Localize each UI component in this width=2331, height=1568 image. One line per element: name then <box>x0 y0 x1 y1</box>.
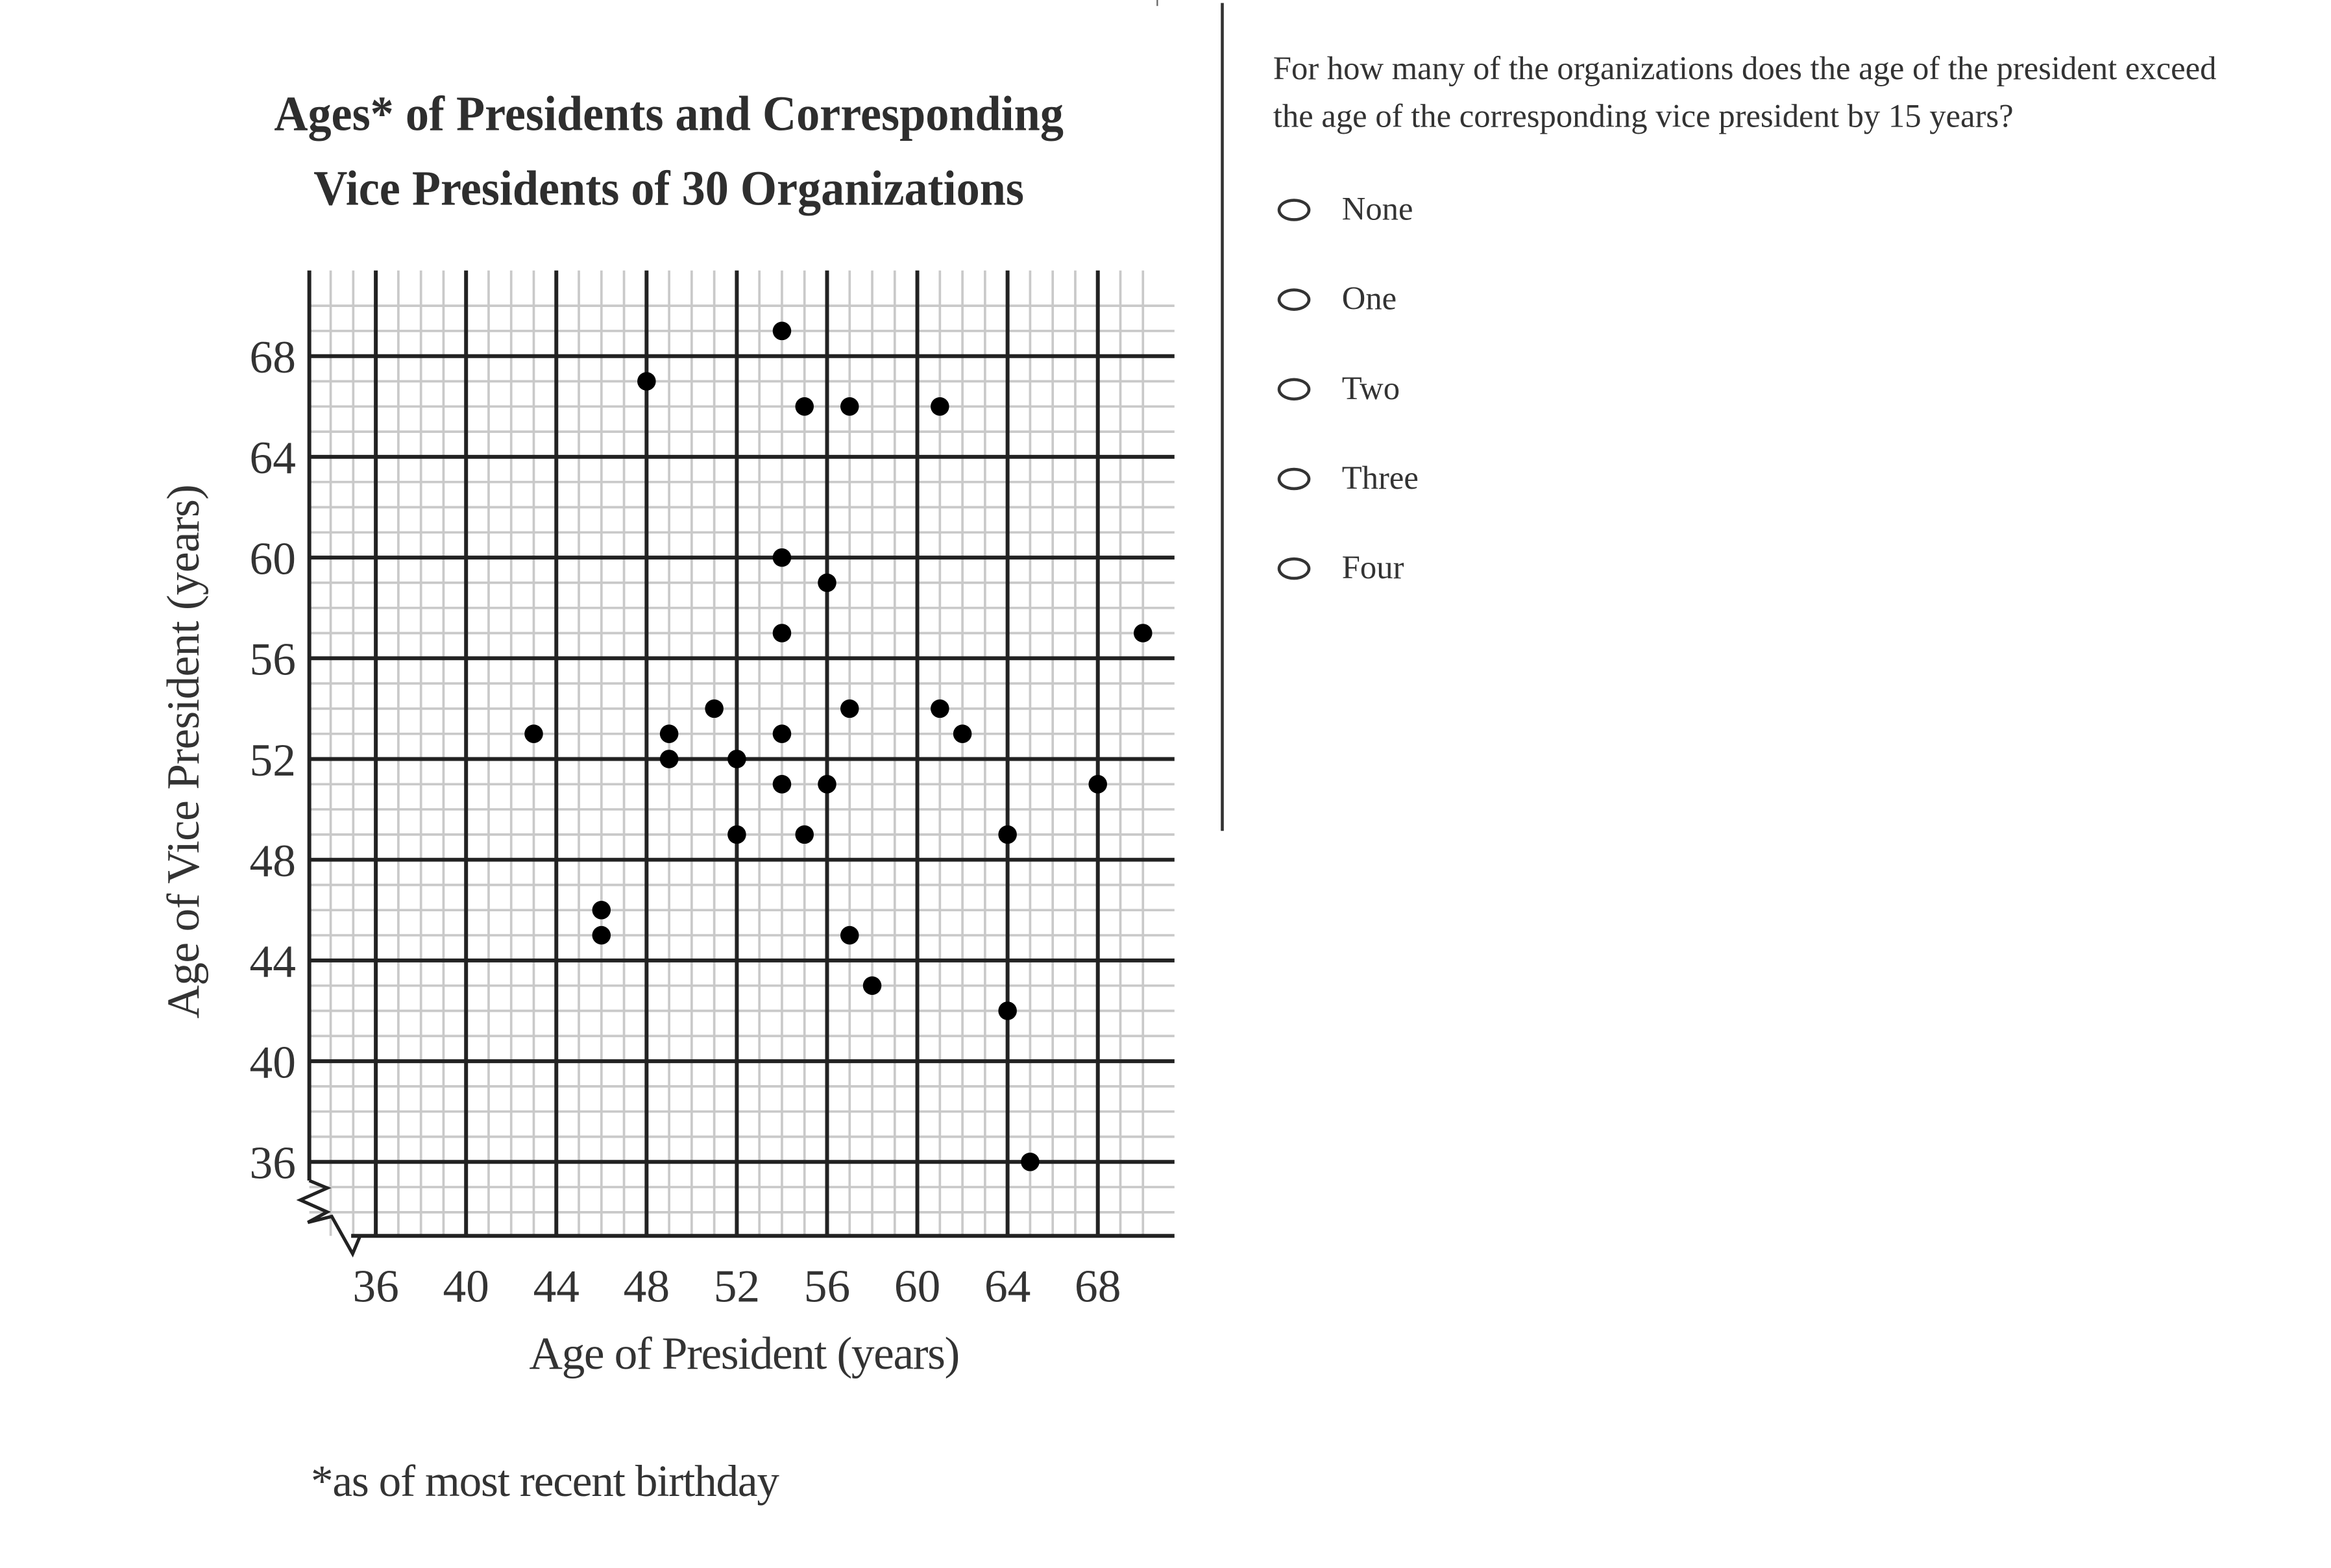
option-label: None <box>1341 190 1413 227</box>
data-point <box>998 1001 1017 1020</box>
scatter-plot <box>0 0 1195 1434</box>
data-point <box>931 397 949 416</box>
y-tick-label: 40 <box>249 1036 296 1088</box>
data-point <box>773 322 792 341</box>
data-point <box>773 548 792 567</box>
data-point <box>998 826 1017 844</box>
data-point <box>727 826 746 844</box>
option-three[interactable] <box>1273 456 1419 500</box>
data-point <box>840 397 859 416</box>
option-label: Four <box>1341 548 1404 586</box>
y-tick-label: 36 <box>249 1137 296 1189</box>
divider-tick <box>1156 0 1158 6</box>
radio-button[interactable] <box>1278 288 1311 310</box>
data-point <box>840 926 859 945</box>
y-tick-label: 44 <box>249 936 296 988</box>
question-panel <box>1273 45 2230 586</box>
radio-button[interactable] <box>1278 467 1311 490</box>
option-one[interactable] <box>1273 276 1397 321</box>
option-four[interactable] <box>1273 545 1404 590</box>
option-label: Two <box>1341 369 1400 407</box>
y-tick-label: 56 <box>249 633 296 685</box>
option-two[interactable] <box>1273 366 1400 411</box>
y-tick-label: 48 <box>249 835 296 887</box>
option-label: Three <box>1341 458 1419 496</box>
chart-title-line2: Vice Presidents of 30 Organizations <box>313 162 1024 217</box>
x-tick-label: 52 <box>713 1260 761 1312</box>
y-tick-label: 52 <box>249 734 296 786</box>
x-tick-label: 60 <box>894 1260 941 1312</box>
data-point <box>1088 775 1107 794</box>
data-point <box>637 372 656 391</box>
option-label: One <box>1341 279 1397 317</box>
x-tick-label: 64 <box>984 1260 1031 1312</box>
data-points <box>524 322 1152 1171</box>
data-point <box>773 724 792 743</box>
y-tick-label: 64 <box>249 432 296 484</box>
footnote: *as of most recent birthday <box>310 1457 779 1507</box>
data-point <box>592 901 611 920</box>
data-point <box>795 826 814 844</box>
data-point <box>863 976 882 995</box>
x-tick-label: 48 <box>623 1260 670 1312</box>
x-tick-labels <box>352 1261 1121 1312</box>
data-point <box>840 700 859 718</box>
data-point <box>953 724 972 743</box>
radio-button[interactable] <box>1278 198 1311 221</box>
y-tick-label: 60 <box>249 533 296 585</box>
data-point <box>705 700 724 718</box>
data-point <box>795 397 814 416</box>
y-tick-labels <box>250 332 296 1189</box>
x-tick-label: 44 <box>533 1260 580 1312</box>
column-divider <box>1221 3 1224 831</box>
y-axis-label: Age of Vice President (years) <box>158 484 210 1019</box>
data-point <box>773 775 792 794</box>
x-tick-label: 68 <box>1075 1260 1121 1312</box>
option-none[interactable] <box>1273 187 1413 232</box>
data-point <box>660 724 679 743</box>
x-axis-label: Age of President (years) <box>529 1328 959 1380</box>
question-text: For how many of the organizations does the age of the president exceed the age of the corresponding vice president by 15 years? <box>1273 49 2217 135</box>
radio-button[interactable] <box>1278 377 1311 400</box>
radio-button[interactable] <box>1278 557 1311 580</box>
data-point <box>773 624 792 643</box>
data-point <box>660 750 679 768</box>
x-tick-label: 36 <box>352 1260 399 1312</box>
chart-title-line1: Ages* of Presidents and Corresponding <box>274 88 1064 142</box>
data-point <box>524 724 543 743</box>
data-point <box>931 700 949 718</box>
data-point <box>727 750 746 768</box>
x-tick-label: 56 <box>803 1260 851 1312</box>
data-point <box>1021 1153 1040 1171</box>
data-point <box>818 775 836 794</box>
data-point <box>818 574 836 593</box>
y-tick-label: 68 <box>249 332 296 384</box>
data-point <box>1134 624 1153 643</box>
x-tick-label: 40 <box>443 1260 489 1312</box>
data-point <box>592 926 611 945</box>
